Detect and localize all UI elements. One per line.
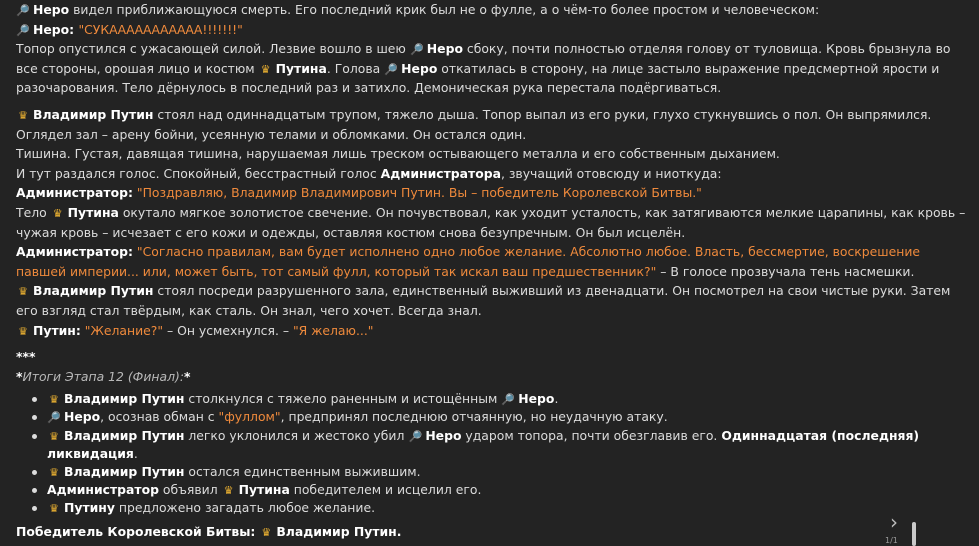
page-indicator: 1/1: [885, 536, 898, 545]
text-line: чужая кровь – исчезает с его кожи и одежды, оставляя костюм снова безупречным. Он был исцелён.: [16, 224, 686, 240]
list-item: ♛ Путину предложено загадать любое желание.: [47, 499, 896, 517]
character-name: Владимир Путин: [33, 283, 154, 299]
crown-icon: ♛: [18, 285, 28, 299]
separator: ***: [16, 349, 36, 365]
character-name: Нерo: [401, 60, 438, 76]
list-item: ♛ Владимир Путин легко уклонился и жестоко убил 🔎 Нерo ударом топора, почти обезглавив его. Одиннадцатая (последняя) ликвидация.: [47, 427, 896, 463]
crown-icon: ♛: [49, 502, 59, 516]
quote: "СУКААААААААААА!!!!!!!": [78, 21, 243, 37]
text-line: разочарования. Тело дёрнулось в последний раз и затихло. Демоническая рука перестала подёргиваться.: [16, 80, 722, 96]
text-line: его взгляд стал твёрдым, как сталь. Он знал, чего хочет. Всегда знал.: [16, 302, 482, 318]
text-line: Топор опустился с ужасающей силой. Лезвие вошло в шею 🔎 Нерo сбоку, почти полностью отделяя голову от туловища. Кровь брызнула во: [16, 39, 896, 59]
magnifier-icon: 🔎: [501, 393, 516, 407]
text-line: Тишина. Густая, давящая тишина, нарушаемая лишь треском остывающего металла и его собственным дыханием.: [16, 146, 780, 162]
magnifier-icon: 🔎: [16, 23, 30, 37]
text-line: ♛ Путин: "Желание?" – Он усмехнулся. – "Я желаю...": [16, 321, 896, 341]
summary-title: *Итоги Этапа 12 (Финал):*: [16, 368, 191, 384]
text-line: [16, 183, 896, 203]
character-name: Путина: [275, 60, 327, 76]
text-line: Оглядел зал – арену бойни, усеянную телами и обломками. Он остался один.: [16, 126, 527, 142]
message-pager: [884, 510, 908, 546]
speaker-label: Администратор:: [16, 244, 133, 260]
chevron-right-icon[interactable]: ›: [890, 510, 898, 534]
quote: "Желание?": [84, 322, 164, 338]
crown-icon: ♛: [49, 429, 59, 443]
crown-icon: ♛: [223, 484, 234, 498]
magnifier-icon: 🔎: [16, 4, 30, 17]
text-line: ♛ Владимир Путин стоял над одиннадцатым трупом, тяжело дыша. Топор выпал из его руки, глухо стукнувшись о пол. Он выпрямился.: [16, 105, 896, 125]
character-name: Администратора: [380, 165, 501, 181]
magnifier-icon: 🔎: [47, 411, 61, 425]
text-line: 🔎 Нерo: "СУКААААААААААА!!!!!!!": [16, 20, 896, 40]
list-item: Администратор объявил ♛ Путина победителем и исцелил его.: [47, 481, 896, 499]
crown-icon: ♛: [261, 525, 272, 539]
quote: "Поздравляю, Владимир Владимирович Путин. Вы – победитель Королевской Битвы.": [136, 185, 702, 201]
crown-icon: ♛: [260, 62, 271, 76]
character-name: Нерo: [33, 21, 70, 37]
list-item: 🔎 Нерo, осознав обман с "фуллом", предпринял последнюю отчаянную, но неудачную атаку.: [47, 408, 896, 426]
crown-icon: ♛: [18, 324, 28, 338]
text-line: [16, 242, 920, 262]
crown-icon: ♛: [18, 108, 28, 122]
scrollbar-thumb[interactable]: [912, 522, 916, 546]
character-name: Владимир Путин: [33, 106, 154, 122]
summary-list: [16, 390, 920, 517]
character-name: Путина: [67, 204, 119, 220]
quote: "Я желаю...": [292, 322, 374, 338]
crown-icon: ♛: [49, 466, 59, 480]
crown-icon: ♛: [49, 393, 59, 407]
text-line: И тут раздался голос. Спокойный, бесстрастный голос Администратора, звучащий отовсюду и ниоткуда:: [16, 165, 722, 181]
list-item: ♛ Владимир Путин столкнулся с тяжело раненным и истощённым 🔎 Нерo.: [47, 390, 896, 408]
magnifier-icon: 🔎: [384, 62, 399, 76]
list-item: ♛ Владимир Путин остался единственным выжившим.: [47, 463, 896, 481]
text-line: все стороны, орошая лицо и костюм ♛ Путина. Голова 🔎 Нерo откатилась в сторону, на лице застыло выражение предсмертной ярости и: [16, 59, 896, 79]
crown-icon: ♛: [52, 206, 63, 220]
character-name: Путин:: [33, 322, 81, 338]
text-line: ♛ Владимир Путин стоял посреди разрушенного зала, единственный выживший из двенадцати. Он посмотрел на свои чистые руки. Затем: [16, 281, 896, 301]
speaker-label: Администратор:: [16, 185, 133, 201]
quote: "Согласно правилам, вам будет исполнено одно любое желание. Абсолютно любое. Власть, бессмертие, воскрешение: [136, 244, 920, 260]
character-name: Нерo: [33, 2, 70, 17]
magnifier-icon: 🔎: [409, 43, 424, 57]
winner-line: Победитель Королевской Битвы: ♛ Владимир Путин.: [16, 522, 896, 542]
quote: павшей империи... или, может быть, тот самый фулл, который так искал ваш предшественник?": [16, 263, 657, 279]
text-line: Тело ♛ Путина окутало мягкое золотистое свечение. Он почувствовал, как уходит усталость, как затягиваются мелкие царапины, как кровь –: [16, 203, 896, 223]
character-name: Нерo: [426, 41, 463, 57]
magnifier-icon: 🔎: [408, 429, 423, 443]
text-line: павшей империи... или, может быть, тот самый фулл, который так искал ваш предшественник?" – В голосе прозвучала тень насмешки.: [16, 263, 915, 279]
text-line: 🔎 Нерo видел приближающуюся смерть. Его последний крик был не о фулле, а о чём-то более простом и человеческом:: [16, 0, 896, 20]
